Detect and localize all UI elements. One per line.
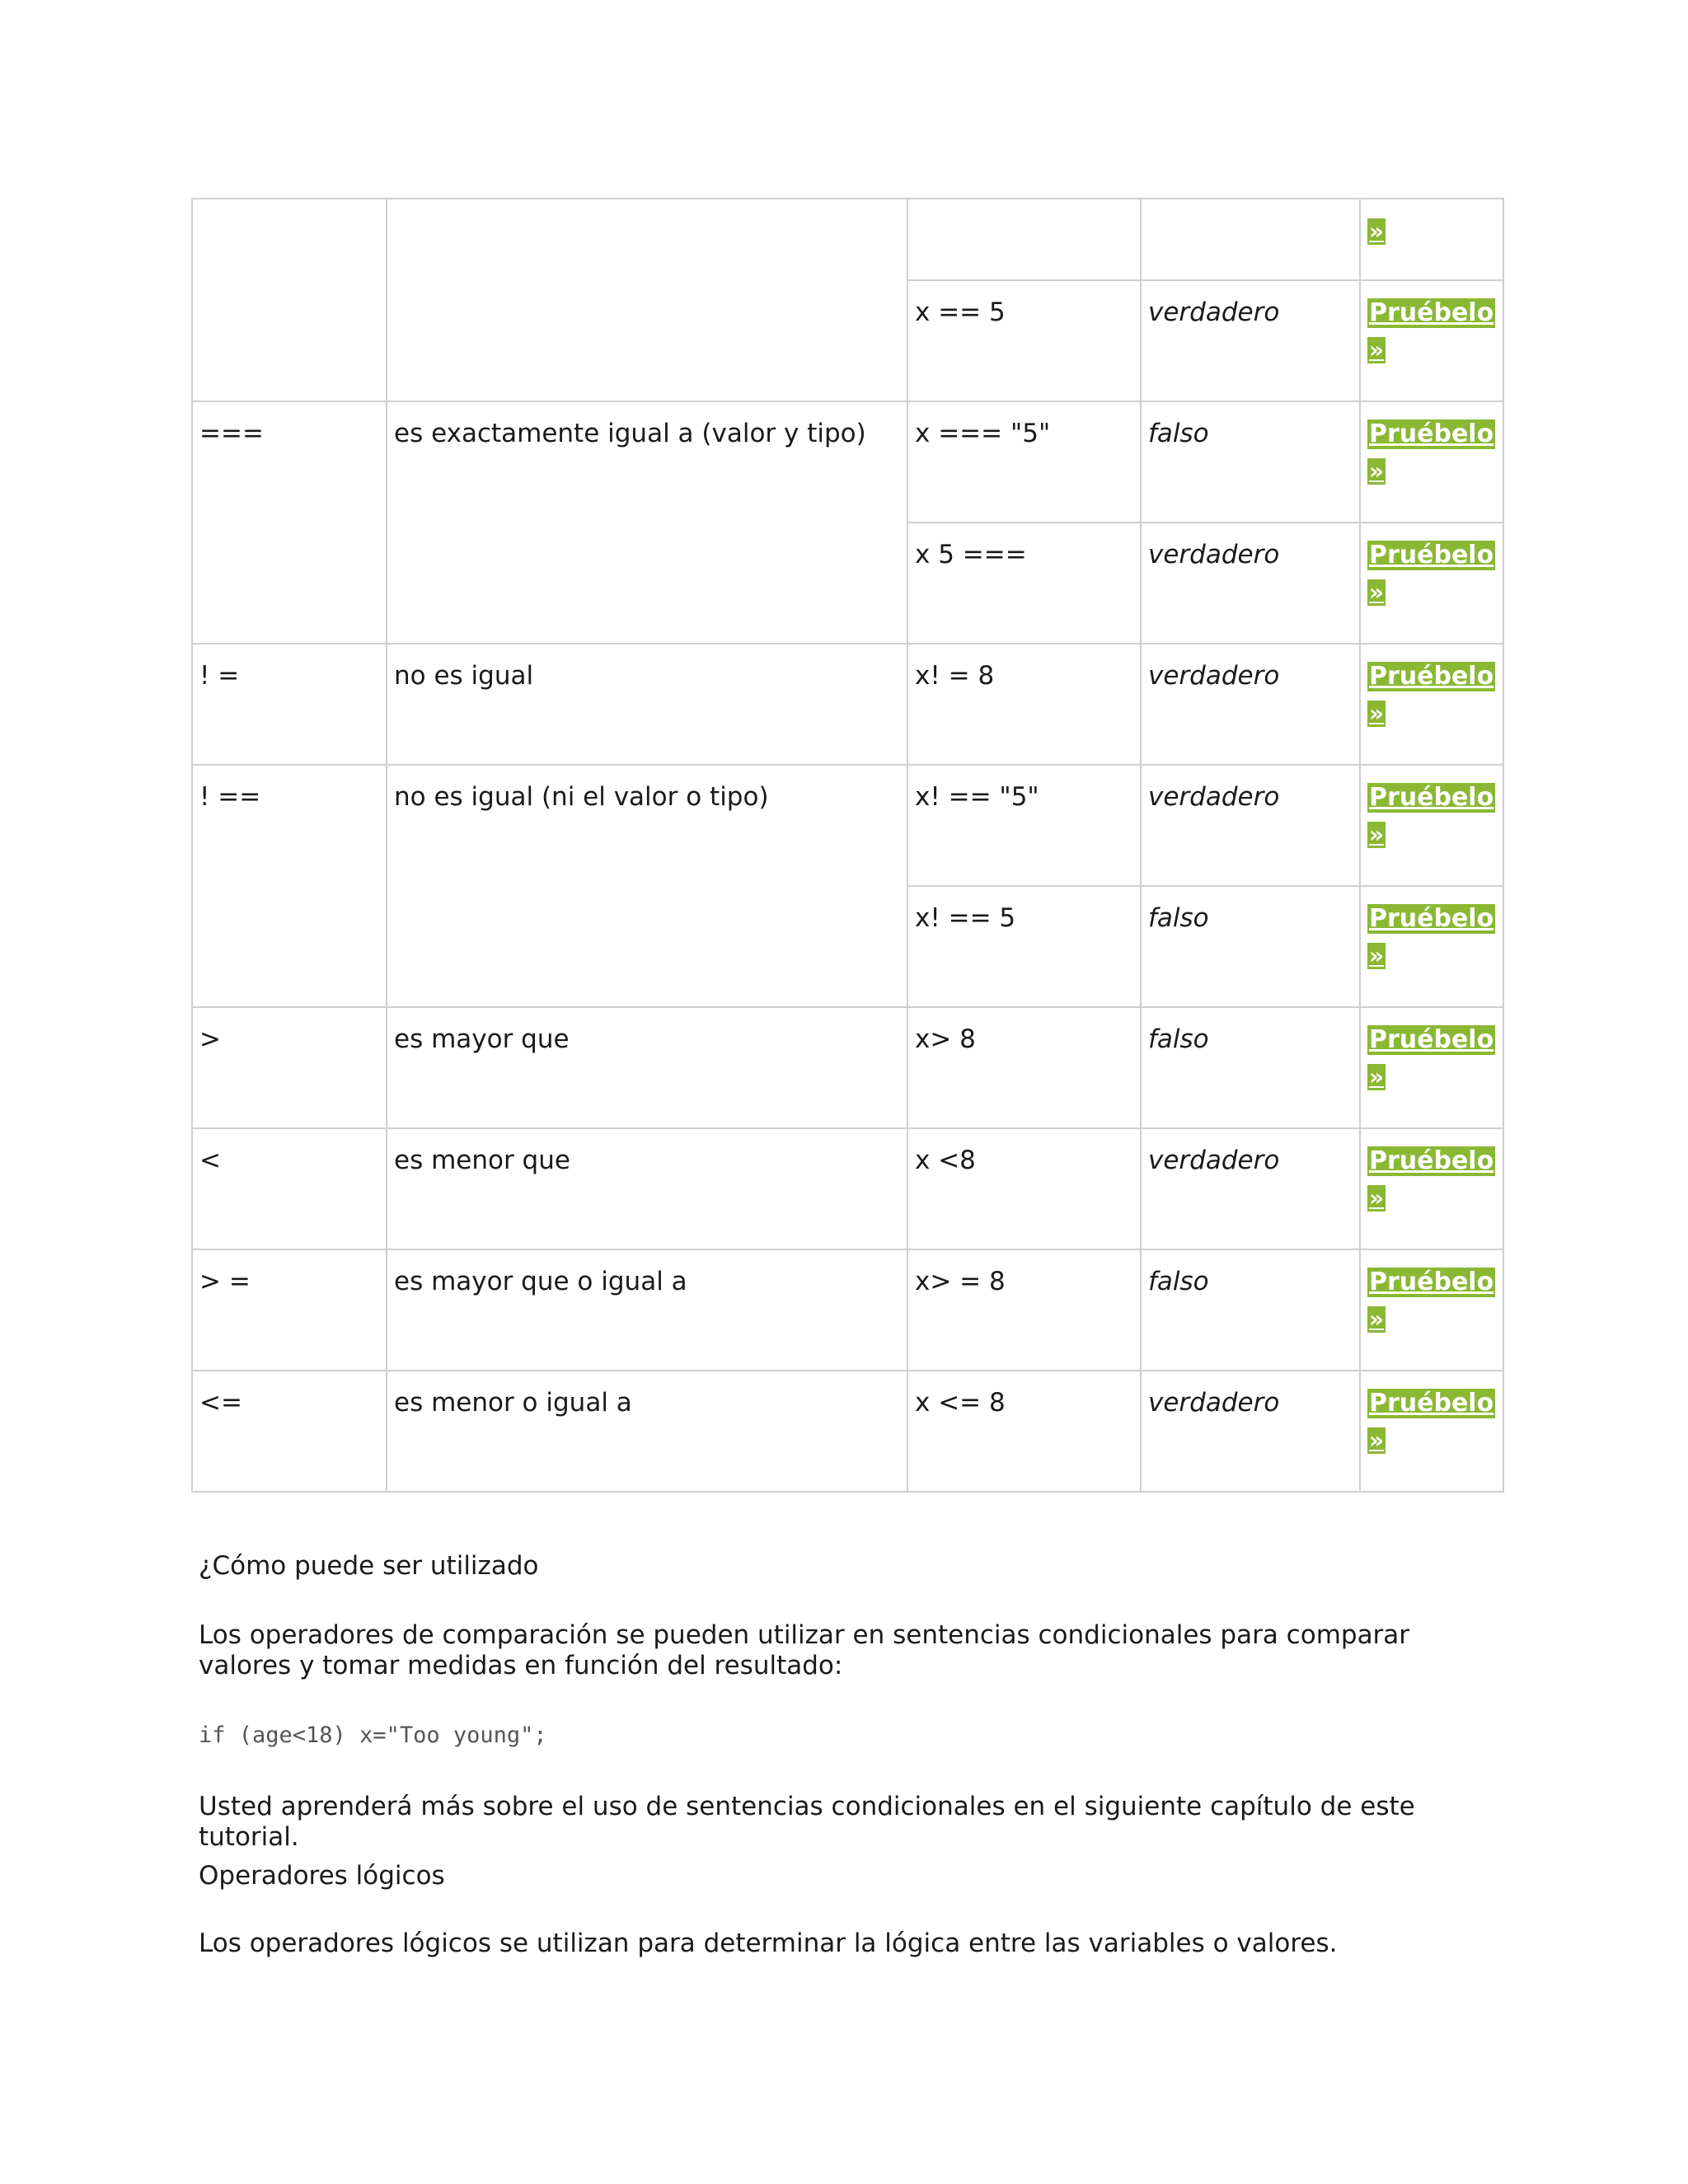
result-cell: verdadero xyxy=(1141,1128,1360,1249)
comparison-cell: x === "5" xyxy=(907,401,1141,523)
try-it-arrow-link[interactable]: » xyxy=(1369,1305,1385,1333)
operator-cell xyxy=(192,199,387,401)
try-it-arrow-link[interactable]: » xyxy=(1369,821,1385,848)
try-it-link[interactable]: Pruébelo xyxy=(1369,1268,1494,1296)
try-cell xyxy=(1360,199,1503,280)
description-cell: es menor que xyxy=(387,1128,907,1249)
comparison-operators-table xyxy=(191,198,1504,1493)
operator-cell: ! = xyxy=(192,644,387,765)
try-cell xyxy=(1360,1371,1503,1492)
usage-note: Usted aprenderá más sobre el uso de sentencias condicionales en el siguiente capítulo de este tutorial. xyxy=(199,1792,1415,1852)
try-cell xyxy=(1360,523,1503,644)
code-example: if (age<18) x="Too young"; xyxy=(199,1722,547,1748)
table-row xyxy=(192,401,1503,523)
try-it-link[interactable]: Pruébelo xyxy=(1369,298,1494,327)
description-cell: es exactamente igual a (valor y tipo) xyxy=(387,401,907,644)
try-it-arrow-link[interactable]: » xyxy=(1369,579,1385,606)
comparison-cell: x 5 === xyxy=(907,523,1141,644)
comparison-cell: x! == "5" xyxy=(907,765,1141,886)
comparison-cell: x! = 8 xyxy=(907,644,1141,765)
comparison-cell: x == 5 xyxy=(907,280,1141,401)
result-cell: falso xyxy=(1141,1249,1360,1371)
result-cell xyxy=(1141,199,1360,280)
comparison-cell: x! == 5 xyxy=(907,886,1141,1007)
comparison-cell: x <= 8 xyxy=(907,1371,1141,1492)
table-row xyxy=(192,199,1503,280)
comparison-cell: x <8 xyxy=(907,1128,1141,1249)
result-cell: verdadero xyxy=(1141,523,1360,644)
description-cell: es menor o igual a xyxy=(387,1371,907,1492)
operator-cell: > xyxy=(192,1007,387,1128)
try-it-arrow-link[interactable]: » xyxy=(1369,218,1385,245)
operator-cell: < xyxy=(192,1128,387,1249)
result-cell: falso xyxy=(1141,401,1360,523)
description-cell: no es igual (ni el valor o tipo) xyxy=(387,765,907,1007)
table-row xyxy=(192,1371,1503,1492)
try-cell xyxy=(1360,280,1503,401)
result-cell: verdadero xyxy=(1141,765,1360,886)
result-cell: falso xyxy=(1141,1007,1360,1128)
operator-cell: ! == xyxy=(192,765,387,1007)
try-it-link[interactable]: Pruébelo xyxy=(1369,1389,1494,1418)
comparison-cell: x> = 8 xyxy=(907,1249,1141,1371)
try-cell xyxy=(1360,886,1503,1007)
try-it-link[interactable]: Pruébelo xyxy=(1369,662,1494,691)
try-cell xyxy=(1360,1249,1503,1371)
operator-cell: === xyxy=(192,401,387,644)
try-cell xyxy=(1360,1128,1503,1249)
try-it-arrow-link[interactable]: » xyxy=(1369,942,1385,969)
description-cell: no es igual xyxy=(387,644,907,765)
table-row xyxy=(192,644,1503,765)
table-row xyxy=(192,1128,1503,1249)
try-it-arrow-link[interactable]: » xyxy=(1369,457,1385,485)
try-cell xyxy=(1360,401,1503,523)
try-cell xyxy=(1360,644,1503,765)
try-it-arrow-link[interactable]: » xyxy=(1369,336,1385,363)
try-it-link[interactable]: Pruébelo xyxy=(1369,419,1494,448)
table-row xyxy=(192,1249,1503,1371)
try-cell xyxy=(1360,1007,1503,1128)
usage-paragraph: Los operadores de comparación se pueden utilizar en sentencias condicionales para comparar valores y tomar medidas en función del resultado: xyxy=(199,1620,1410,1680)
try-it-link[interactable]: Pruébelo xyxy=(1369,1146,1494,1175)
logical-operators-heading: Operadores lógicos xyxy=(199,1861,445,1891)
result-cell: falso xyxy=(1141,886,1360,1007)
comparison-cell: x> 8 xyxy=(907,1007,1141,1128)
try-it-link[interactable]: Pruébelo xyxy=(1369,541,1494,569)
operator-cell: > = xyxy=(192,1249,387,1371)
try-it-arrow-link[interactable]: » xyxy=(1369,700,1385,727)
result-cell: verdadero xyxy=(1141,280,1360,401)
description-cell: es mayor que xyxy=(387,1007,907,1128)
logical-operators-paragraph: Los operadores lógicos se utilizan para determinar la lógica entre las variables o valores. xyxy=(199,1929,1338,1958)
try-cell xyxy=(1360,765,1503,886)
try-it-link[interactable]: Pruébelo xyxy=(1369,783,1494,812)
try-it-link[interactable]: Pruébelo xyxy=(1369,1025,1494,1054)
operator-cell: <= xyxy=(192,1371,387,1492)
usage-heading: ¿Cómo puede ser utilizado xyxy=(199,1551,539,1581)
try-it-arrow-link[interactable]: » xyxy=(1369,1184,1385,1212)
comparison-cell xyxy=(907,199,1141,280)
description-cell xyxy=(387,199,907,401)
try-it-link[interactable]: Pruébelo xyxy=(1369,904,1494,933)
try-it-arrow-link[interactable]: » xyxy=(1369,1063,1385,1090)
table-row xyxy=(192,765,1503,886)
result-cell: verdadero xyxy=(1141,644,1360,765)
table-row xyxy=(192,1007,1503,1128)
try-it-arrow-link[interactable]: » xyxy=(1369,1427,1385,1454)
result-cell: verdadero xyxy=(1141,1371,1360,1492)
description-cell: es mayor que o igual a xyxy=(387,1249,907,1371)
